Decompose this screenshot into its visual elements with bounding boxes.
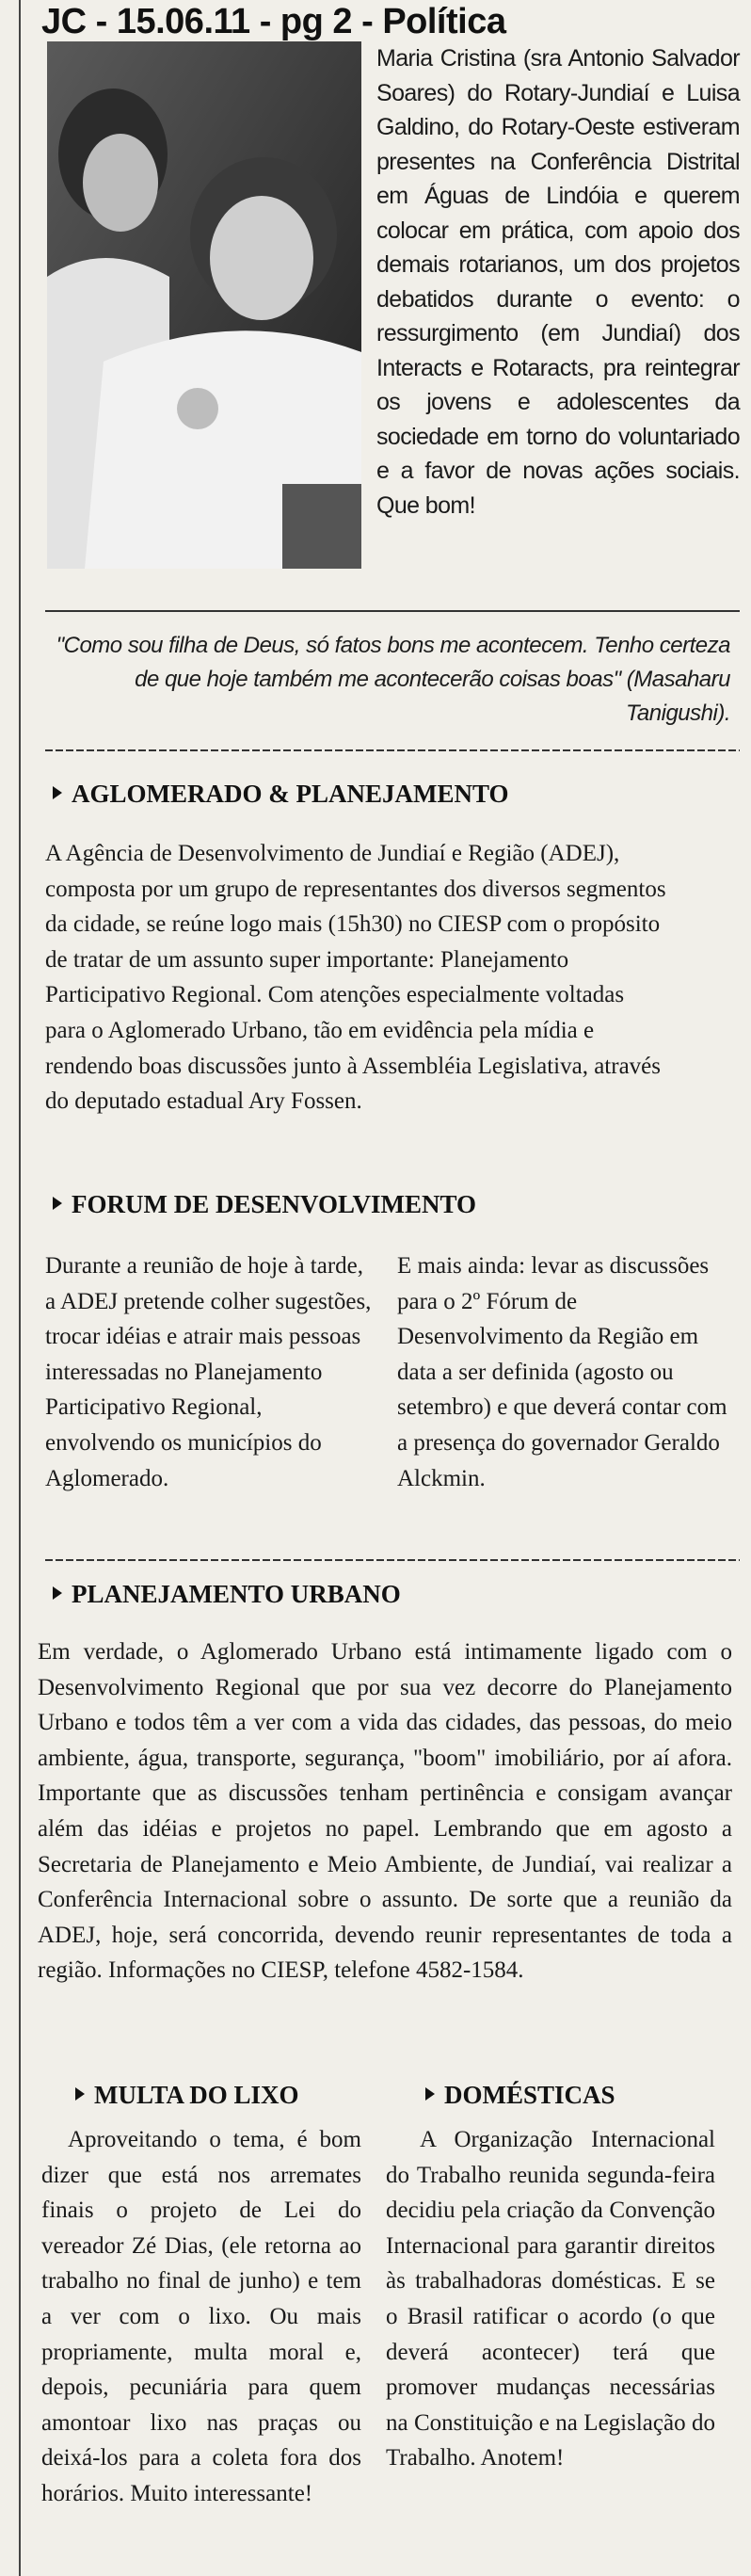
- section-body-planejamento: Em verdade, o Aglomerado Urbano está intimamente ligado com o Desenvolvimento Regional que por sua vez decorre do Planejamento Urbano e todos têm a ver com a vida das cidades, das pessoas, do meio ambiente, água, transporte, segurança, "boom" imobiliário, por aí afora. Importante que as discussões tenham pertinência e consigam avançar além das idéias e projetos no papel. Lembrando que em agosto a Secretaria de Planejamento e Meio Ambiente, de Jundiaí, vai realizar a Conferência Internacional sobre o assunto. De sorte que a reunião da ADEJ, hoje, será concorrida, devendo reunir representantes de toda a região. Informações no CIESP, telefone 4582-1584.: [38, 1639, 732, 1984]
- photo-two-women: [47, 41, 361, 569]
- section-title-text: PLANEJAMENTO URBANO: [72, 1580, 401, 1608]
- section-title-text: FORUM DE DESENVOLVIMENTO: [72, 1190, 477, 1218]
- section-body-multa: Aproveitando o tema, é bom dizer que está nos arremates finais o projeto de Lei do vereador Zé Dias, (ele retorna ao trabalho no final de junho) e tem a ver com o lixo. Ou mais propriamente, multa moral e, depois, pecuniária para quem amontoar lixo nas praças ou deixá-los para a coleta fora dos horários. Muito interessante!: [41, 2127, 361, 2506]
- page-header: JC - 15.06.11 - pg 2 - Política: [41, 2, 506, 41]
- column-rule: [19, 0, 21, 2576]
- section-body-aglomerado: A Agência de Desenvolvimento de Jundiaí e Região (ADEJ), composta por um grupo de representantes dos diversos segmentos da cidade, se reúne logo mais (15h30) no CIESP com o propósito de tratar de um assunto super importante: Planejamento Participativo Regional. Com atenções especialmente voltadas para o Aglomerado Urbano, tão em evidência pela mídia e rendendo boas discussões junto à Assembléia Legislativa, através do deputado estadual Ary Fossen.: [45, 841, 666, 1115]
- divider: [45, 749, 740, 751]
- quote-author: (Masaharu Tanigushi).: [625, 667, 730, 726]
- section-title-domesticas: [425, 2081, 615, 2110]
- triangle-bullet-icon: [53, 1197, 62, 1210]
- section-title-text: DOMÉSTICAS: [444, 2081, 615, 2109]
- triangle-bullet-icon: [425, 2087, 435, 2101]
- triangle-bullet-icon: [75, 2087, 85, 2101]
- section-title-planejamento: [53, 1580, 401, 1609]
- section-title-text: AGLOMERADO & PLANEJAMENTO: [72, 780, 509, 808]
- section-body-forum-left: Durante a reunião de hoje à tarde, a ADEJ pretende colher sugestões, trocar idéias e atrair mais pessoas interessadas no Planejamento Participativo Regional, envolvendo os municípios do Aglomerado.: [45, 1253, 372, 1491]
- section-body-forum-right: E mais ainda: levar as discussões para o 2º Fórum de Desenvolvimento da Região em data a ser definida (agosto ou setembro) e que deverá contar com a presença do governador Geraldo Alckmin.: [397, 1253, 727, 1491]
- section-title-forum: [53, 1190, 476, 1219]
- section-title-multa: [75, 2081, 299, 2110]
- triangle-bullet-icon: [53, 786, 62, 799]
- divider: [45, 1559, 740, 1561]
- triangle-bullet-icon: [53, 1586, 62, 1600]
- photo-caption: Maria Cristina (sra Antonio Salvador Soares) do Rotary-Jundiaí e Luisa Galdino, do Rotary-Oeste estiveram presentes na Conferência Distrital em Águas de Lindóia e querem colocar em prática, com apoio dos demais rotarianos, um dos projetos debatidos durante o evento: o ressurgimento (em Jundiaí) dos Interacts e Rotaracts, pra reintegrar os jovens e adolescentes da sociedade em torno do voluntariado e a favor de novas ações sociais. Que bom!: [376, 45, 740, 519]
- section-title-aglomerado: [53, 780, 509, 809]
- quote-block: [53, 629, 730, 731]
- section-title-text: MULTA DO LIXO: [94, 2081, 299, 2109]
- section-body-domesticas: A Organização Internacional do Trabalho reunida segunda-feira decidiu pela criação da Convenção Internacional para garantir direitos às trabalhadoras domésticas. E se o Brasil ratificar o acordo (o que deverá acontecer) terá que promover mudanças necessárias na Constituição e na Legislação do Trabalho. Anotem!: [386, 2127, 715, 2471]
- divider: [45, 610, 740, 612]
- quote-text: "Como sou filha de Deus, só fatos bons me acontecem. Tenho certeza de que hoje também me acontecerão coisas boas": [56, 633, 730, 692]
- photo-illustration: [47, 41, 361, 569]
